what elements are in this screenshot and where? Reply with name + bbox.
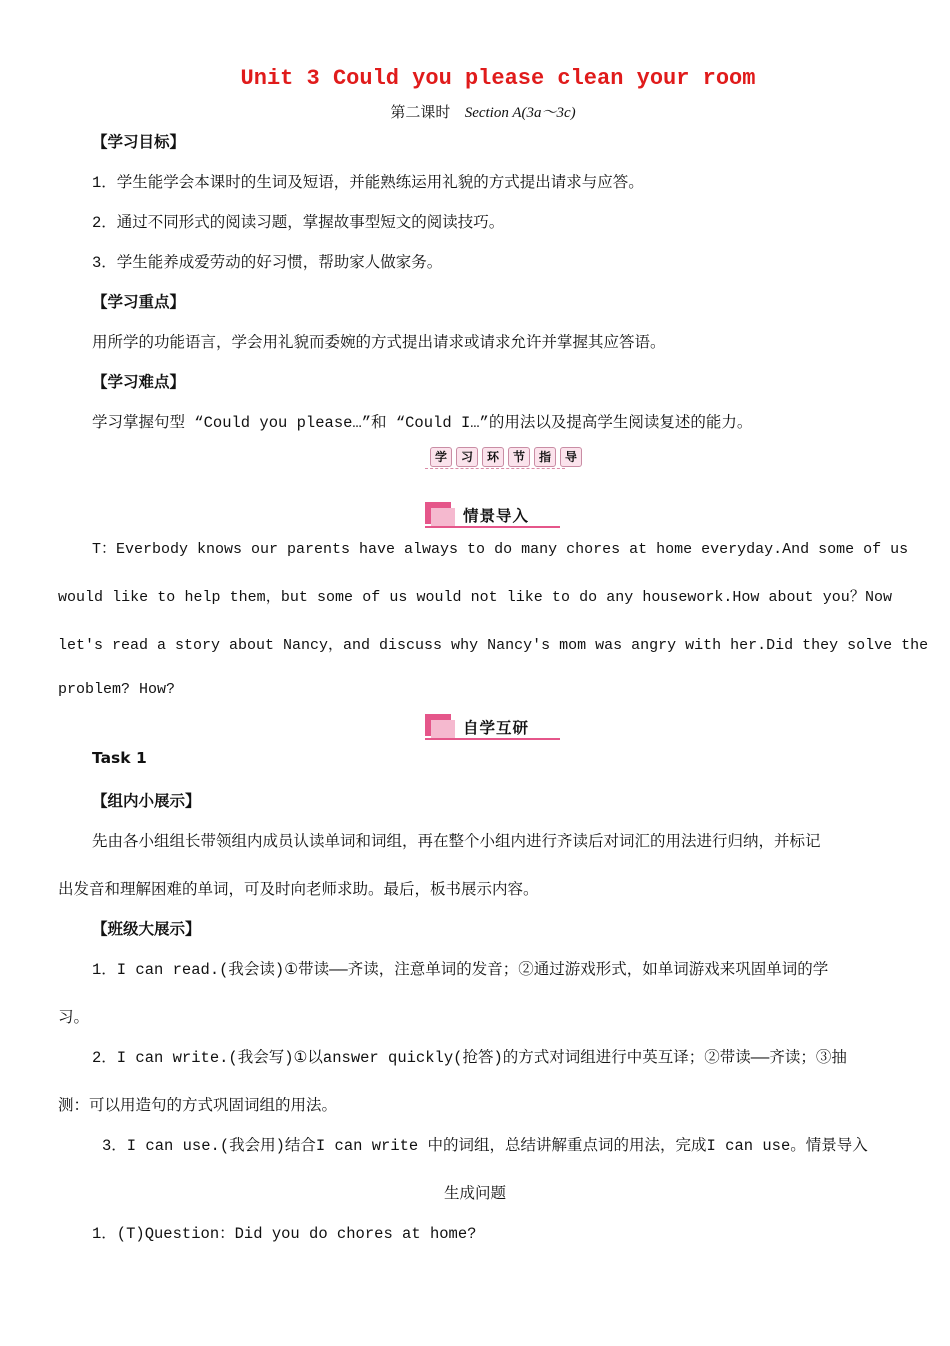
banner-char: 节 [508,447,530,467]
section-title: 自学互研 [463,719,530,737]
banner-char: 指 [534,447,556,467]
group-line: 先由各小组组长带领组内成员认读单词和词组，再在整个小组内进行齐读后对词汇的用法进行归纳，并标记 [92,833,821,851]
difficulties-heading: 【学习难点】 [92,372,186,391]
key-points-text: 用所学的功能语言，学会用礼貌而委婉的方式提出请求或请求允许并掌握其应答语。 [92,334,666,352]
task-label: Task 1 [92,749,147,767]
objective-item: 2．通过不同形式的阅读习题，掌握故事型短文的阅读技巧。 [92,214,505,232]
section-header-study [425,712,560,740]
banner-char: 环 [482,447,504,467]
lesson-label: 第二课时 [390,103,451,121]
objective-item: 3．学生能养成爱劳动的好习惯，帮助家人做家务。 [92,254,443,272]
page-title: Unit 3 Could you please clean your room [240,66,756,91]
class-item-1: 1．I can read.(我会读)①带读——齐读，注意单词的发音；②通过游戏形式，如单词游戏来巩固单词的学 [92,961,829,979]
banner-char: 导 [560,447,582,467]
page-subtitle [0,101,950,122]
class-item-3: 3．I can use.(我会用)结合I can write 中的词组，总结讲解重点词的用法，完成I can use。情景导入 [102,1137,868,1155]
banner-char: 习 [456,447,478,467]
class-heading: 【班级大展示】 [92,919,201,938]
key-points-heading: 【学习重点】 [92,292,186,311]
class-item-1-cont: 习。 [58,1009,90,1027]
section-header-intro [425,500,560,528]
intro-line: T：Everbody knows our parents have always to do many chores at home everyday.And some of us [92,541,909,558]
group-heading: 【组内小展示】 [92,791,201,810]
question-1: 1．(T)Question：Did you do chores at home? [92,1225,477,1243]
objectives-heading: 【学习目标】 [92,132,186,151]
class-item-2: 2．I can write.(我会写)①以answer quickly(抢答)的方式对词组进行中英互译；②带读——齐读；③抽 [92,1049,847,1067]
study-guide-banner [425,447,577,471]
section-label: Section A(3a～3c) [464,105,576,121]
banner-char: 学 [430,447,452,467]
section-title: 情景导入 [463,507,530,525]
class-item-2-cont: 测：可以用造句的方式巩固词组的用法。 [58,1097,338,1115]
banner-underline [425,468,565,469]
group-line: 出发音和理解困难的单词，可及时向老师求助。最后，板书展示内容。 [58,881,539,899]
difficulties-text: 学习掌握句型 “Could you please…”和 “Could I…”的用法以及提高学生阅读复述的能力。 [92,414,753,432]
intro-line: problem? How? [58,681,176,698]
objective-item: 1．学生能学会本课时的生词及短语，并能熟练运用礼貌的方式提出请求与应答。 [92,174,644,192]
center-label: 生成问题 [443,1185,506,1203]
intro-line: would like to help them，but some of us would not like to do any housework.How about you？Now [58,589,892,606]
intro-line: let's read a story about Nancy，and discuss why Nancy's mom was angry with her.Did they solve the [58,637,929,654]
